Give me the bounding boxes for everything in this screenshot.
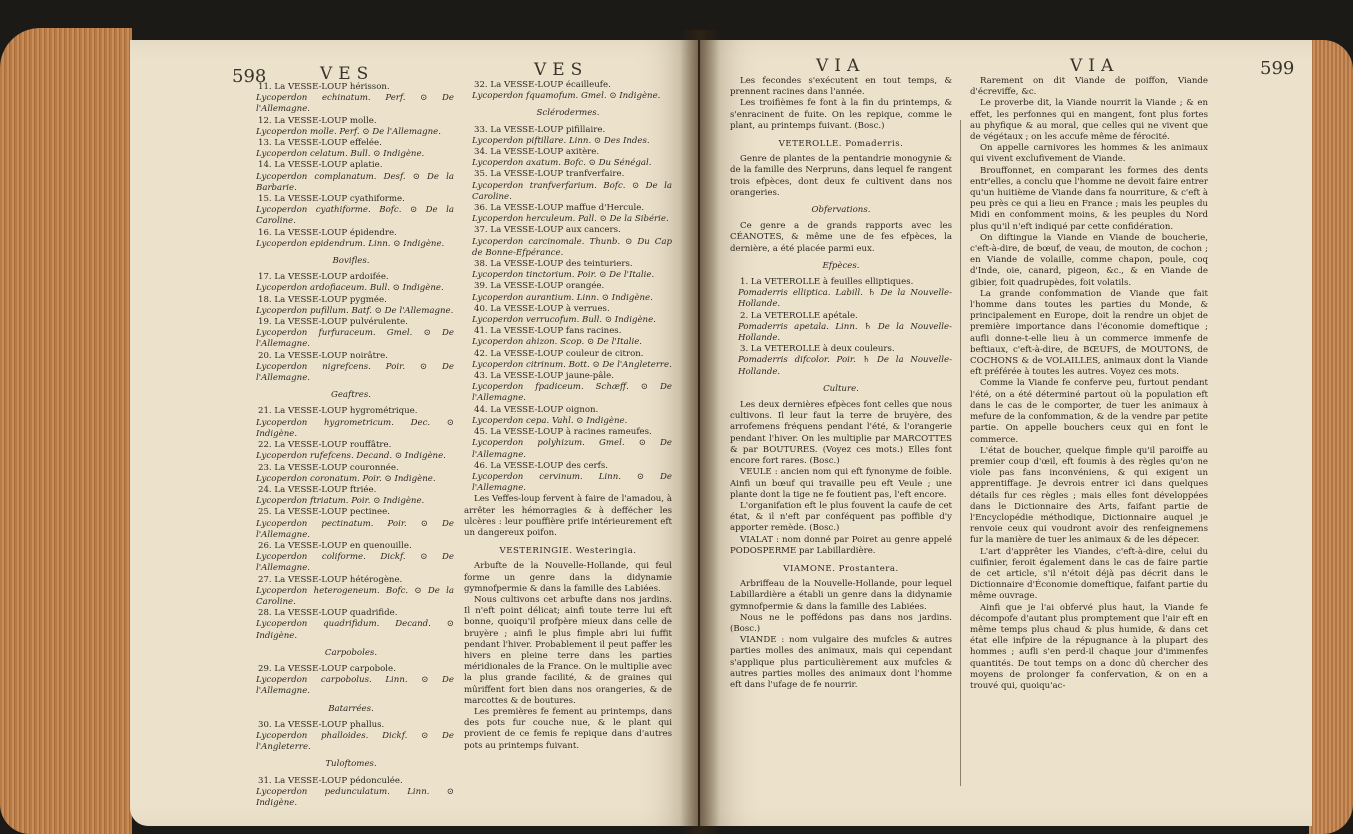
species-latin-name: Lycoperdon piftillare. Linn. ⊙ Des Indes. bbox=[472, 135, 650, 146]
paragraph: Nous cultivons cet arbufte dans nos jardins. Il n'eft point délicat; ainfi toute terre lui eft bonne, quoiqu'il profpère mieux dans celle de bruyère ; ainfi le plus fimple abri lui fuffit pendant l'hiver. Probablement il peut paffer les hivers en pleine terre dans les parties méridionales de la France. On le multiplie avec la plus grande facilité, & de graines qui mûriffent fort bien dans nos orangeries, & de marcottes & de boutures. bbox=[464, 594, 672, 706]
species-latin-name: Pomaderris difcolor. Poir. ♄ De la Nouvelle-Hollande. bbox=[738, 355, 952, 377]
species-entry: 20. La VESSE-LOUP noirâtre. bbox=[258, 350, 388, 361]
book-gutter bbox=[680, 30, 720, 834]
paragraph: L'art d'apprêter les Viandes, c'eft-à-dire, celui du cuifinier, feroit également dans le cas de faire partie de cet article, s'il n'étoit déjà pas décrit dans le Dictionnaire d'Économie domeftique, faifant partie du même ouvrage. bbox=[970, 546, 1208, 602]
species-entry: 27. La VESSE-LOUP hétérogène. bbox=[258, 574, 403, 585]
species-entry: 29. La VESSE-LOUP carpobole. bbox=[258, 663, 396, 674]
running-head-left-2: VES bbox=[534, 60, 589, 80]
paragraph: La grande confommation de Viande que fait l'homme dans toutes les parties du Monde, & principalement en Europe, doit la rendre un objet de première importance dans l'économie domeftique ; aufli donne-t-elle lieu à un commerce immenfe de beftiaux, c'eft-à-dire, de BŒUFS, de MOUTONS, de COCHONS & de VOLAILLES, animaux dont la Viande eft préférée à toutes les autres. Voyez ces mots. bbox=[970, 288, 1208, 378]
species-latin-name: Lycoperdon quadrifidum. Decand. ⊙ Indigène. bbox=[256, 619, 454, 641]
species-entry: 3. La VETEROLLE à deux couleurs. bbox=[740, 344, 895, 355]
right-page bbox=[700, 40, 1312, 826]
paragraph: Les premières fe fement au printemps, dans des pots fur couche nue, & le plant qui provient de ce femis fe repique dans d'autres pots au printemps fuivant. bbox=[464, 706, 672, 751]
paragraph: VIANDE : nom vulgaire des mufcles & autres parties molles des animaux, mais qui cependant s'applique plus particulièrement aux mufcles & autres parties molles des animaux dont l'homme eft dans l'ufage de fe nourrir. bbox=[730, 635, 952, 690]
paragraph: On diftingue la Viande en Viande de boucherie, c'eft-à-dire, de bœuf, de veau, de mouton, de cochon ; en Viande de volaille, comme chapon, poule, coq d'Inde, oie, canard, pigeon, &c., & en Viande de gibier, foit quadrupèdes, foit volatils. bbox=[970, 232, 1208, 288]
paragraph: Les fecondes s'exécutent en tout temps, & prennent racines dans l'année. bbox=[730, 76, 952, 98]
species-latin-name: Lycoperdon carpobolus. Linn. ⊙ De l'Allemagne. bbox=[256, 675, 454, 697]
page-number-left: 598 bbox=[232, 66, 267, 87]
paragraph: VIALAT : nom donné par Poiret au genre appelé PODOSPERME par Labillardière. bbox=[730, 534, 952, 556]
page-number-right: 599 bbox=[1260, 58, 1295, 79]
species-entry: 34. La VESSE-LOUP axitère. bbox=[474, 147, 600, 158]
book-edge-left bbox=[0, 28, 132, 834]
species-latin-name: Lycoperdon molle. Perf. ⊙ De l'Allemagne. bbox=[256, 126, 441, 137]
species-latin-name: Lycoperdon axatum. Bofc. ⊙ Du Sénégal. bbox=[472, 158, 652, 169]
paragraph: Ce genre a de grands rapports avec les CÉANOTES, & même une de fes efpèces, la dernière, a été placée parmi eux. bbox=[730, 221, 952, 254]
species-latin-name: Lycoperdon tinctorium. Poir. ⊙ De l'Italie. bbox=[472, 270, 655, 281]
section-heading: Carpoboles. bbox=[324, 647, 378, 658]
paragraph: Les Veffes-loup fervent à faire de l'amadou, à arrêter les hémorragies & à deffécher les ulcères : leur pouffière prife intérieurement eft un dangereux poifon. bbox=[464, 494, 672, 538]
species-latin-name: Lycoperdon carcinomale. Thunb. ⊙ Du Cap de Bonne-Efpérance. bbox=[472, 236, 672, 258]
paragraph: Ainfi que je l'ai obfervé plus haut, la Viande fe décompofe d'autant plus promptement que l'air eft en même temps plus chaud & plus humide, & dans cet état elle infpire de la répugnance à la plupart des hommes ; aufli s'en perd-il chaque jour d'immenfes quantités. De tout temps on a donc dû chercher des moyens de prolonger fa confervation, & on en a trouvé qui, quoiqu'ac- bbox=[970, 602, 1208, 691]
running-head-left: VES bbox=[320, 64, 375, 84]
species-entry: 38. La VESSE-LOUP des teinturiers. bbox=[474, 259, 633, 270]
section-heading: Tuloftomes. bbox=[325, 759, 377, 770]
paragraph: Les troifièmes fe font à la fin du printemps, & s'enracinent de fuite. On les repique, comme le plant, au printemps fuivant. (Bosc.) bbox=[730, 98, 952, 131]
left-page bbox=[130, 40, 698, 826]
paragraph: Les deux dernières efpèces font celles que nous cultivons. Il leur faut la terre de bruyère, des arrofemens fréquens pendant l'été, & l'orangerie pendant l'hiver. On les multiplie par MARCOTTES & par BOUTURES. (Voyez ces mots.) Elles font encore fort rares. (Bosc.) bbox=[730, 400, 952, 467]
paragraph: Le proverbe dit, la Viande nourrit la Viande ; & en effet, les perfonnes qui en mangent, font plus fortes au phyfique & au moral, que celles qui ne vivent que de végétaux ; on les accufe même de férocité. bbox=[970, 98, 1208, 143]
paragraph: L'organifation eft le plus fouvent la caufe de cet état, & il n'eft par conféquent pas poffible d'y apporter remède. (Bosc.) bbox=[730, 500, 952, 534]
species-entry: 37. La VESSE-LOUP aux cancers. bbox=[474, 225, 621, 236]
species-latin-name: Lycoperdon coliforme. Dickf. ⊙ De l'Allemagne. bbox=[256, 552, 454, 574]
species-entry: 26. La VESSE-LOUP en quenouille. bbox=[258, 540, 412, 551]
species-entry: 33. La VESSE-LOUP pifillaire. bbox=[474, 124, 606, 135]
right-column-2 bbox=[970, 76, 1208, 692]
species-entry: 30. La VESSE-LOUP phallus. bbox=[258, 719, 385, 730]
paragraph: Arbufte de la Nouvelle-Hollande, qui feul forme un genre dans la didynamie gymnofpermie & dans la famille des Labiées. bbox=[464, 561, 672, 594]
species-latin-name: Lycoperdon tranfverfarium. Bofc. ⊙ De la Caroline. bbox=[472, 180, 672, 202]
species-latin-name: Lycoperdon herculeum. Pall. ⊙ De la Sibérie. bbox=[472, 214, 669, 225]
species-entry: 1. La VETEROLLE à feuilles elliptiques. bbox=[740, 277, 914, 288]
section-heading: Batarrées. bbox=[328, 703, 374, 714]
species-entry: 31. La VESSE-LOUP pédonculée. bbox=[258, 775, 403, 786]
entry-heading: VIAMONE. Prostantera. bbox=[783, 563, 899, 574]
species-latin-name: Lycoperdon cervinum. Linn. ⊙ De l'Allemagne. bbox=[472, 471, 672, 494]
entry-heading: VETEROLLE. Pomaderris. bbox=[778, 139, 904, 150]
species-entry: 19. La VESSE-LOUP pulvérulente. bbox=[258, 317, 408, 328]
section-heading: Geaftres. bbox=[330, 390, 372, 401]
paragraph: Genre de plantes de la pentandrie monogynie & de la famille des Nerpruns, dans lequel fe rangent trois efpèces, dont deux fe cultivent dans nos orangeries. bbox=[730, 154, 952, 198]
running-head-right-2: VIA bbox=[1070, 56, 1120, 76]
species-latin-name: Lycoperdon nigrefcens. Poir. ⊙ De l'Allemagne. bbox=[256, 361, 454, 384]
species-entry: 24. La VESSE-LOUP ftriée. bbox=[258, 484, 377, 495]
species-latin-name: Lycoperdon cepa. Vahl. ⊙ Indigène. bbox=[472, 415, 628, 426]
species-entry: 15. La VESSE-LOUP cyathiforme. bbox=[258, 194, 405, 205]
paragraph: VEULE : ancien nom qui eft fynonyme de foible. Ainfi un bœuf qui travaille peu eft Veule ; une plante dont la tige ne fe foutient pas, l'eft encore. bbox=[730, 467, 952, 500]
species-latin-name: Lycoperdon citrinum. Bott. ⊙ De l'Angleterre. bbox=[472, 359, 672, 370]
species-entry: 32. La VESSE-LOUP écailleufe. bbox=[474, 80, 611, 90]
entry-heading: VESTERINGIE. Westeringia. bbox=[499, 546, 637, 557]
species-entry: 23. La VESSE-LOUP couronnée. bbox=[258, 462, 399, 473]
species-latin-name: Lycoperdon furfuraceum. Gmel. ⊙ De l'Allemagne. bbox=[256, 328, 454, 350]
species-entry: 39. La VESSE-LOUP orangée. bbox=[474, 281, 605, 292]
species-entry: 25. La VESSE-LOUP pectinee. bbox=[258, 507, 390, 518]
section-heading: Obfervations. bbox=[811, 205, 871, 216]
right-column-1 bbox=[730, 76, 952, 691]
paragraph: Comme la Viande fe conferve peu, furtout pendant l'été, on a été déterminé partout où la population eft dans le cas de le comporter, de tuer les animaux à mefure de la confommation, & de la vendre par petite partie. On appelle bouchers ceux qui en font le commerce. bbox=[970, 378, 1208, 445]
species-latin-name: Lycoperdon pedunculatum. Linn. ⊙ Indigène. bbox=[256, 786, 454, 808]
paragraph: Brouffonnet, en comparant les formes des dents entr'elles, a conclu que l'homme ne devoit faire entrer qu'un huitième de Viande dans fa nourriture, & c'eft à peu près ce qui a lieu en France ; mais les peuples du Midi en confomment moins, & les peuples du Nord plus qu'il n'eft indiqué par cette confidération. bbox=[970, 165, 1208, 232]
species-latin-name: Lycoperdon hygrometricum. Dec. ⊙ Indigène. bbox=[256, 417, 454, 439]
species-entry: 14. La VESSE-LOUP aplatie. bbox=[258, 160, 383, 171]
book-edge-right bbox=[1309, 40, 1353, 834]
species-latin-name: Lycoperdon phalloides. Dickf. ⊙ De l'Angleterre. bbox=[256, 730, 454, 753]
species-latin-name: Lycoperdon pectinatum. Poir. ⊙ De l'Allemagne. bbox=[256, 518, 454, 540]
species-entry: 21. La VESSE-LOUP hygrométrique. bbox=[258, 406, 418, 417]
species-latin-name: Lycoperdon complanatum. Desf. ⊙ De la Barbarie. bbox=[256, 171, 454, 193]
species-latin-name: Lycoperdon rufefcens. Decand. ⊙ Indigène. bbox=[256, 451, 446, 462]
species-entry: 18. La VESSE-LOUP pygmée. bbox=[258, 294, 387, 305]
species-latin-name: Lycoperdon verrucofum. Bull. ⊙ Indigène. bbox=[472, 315, 656, 326]
left-column-1 bbox=[248, 82, 454, 809]
species-latin-name: Lycoperdon echinatum. Perf. ⊙ De l'Allemagne. bbox=[256, 93, 454, 115]
paragraph: Nous ne le poffédons pas dans nos jardins. (Bosc.) bbox=[730, 612, 952, 634]
species-latin-name: Lycoperdon epidendrum. Linn. ⊙ Indigène. bbox=[256, 238, 445, 249]
species-entry: 35. La VESSE-LOUP tranfverfaire. bbox=[474, 169, 625, 180]
species-latin-name: Lycoperdon polyhizum. Gmel. ⊙ De l'Allemagne. bbox=[472, 438, 672, 460]
paragraph: On appelle carnivores les hommes & les animaux qui vivent exclufivement de Viande. bbox=[970, 143, 1208, 165]
section-heading: Culture. bbox=[823, 383, 859, 394]
species-latin-name: Pomaderris elliptica. Labill. ♄ De la Nouvelle-Hollande. bbox=[738, 288, 952, 310]
species-latin-name: Lycoperdon pufillum. Batf. ⊙ De l'Allemagne. bbox=[256, 305, 454, 316]
species-latin-name: Lycoperdon fpadiceum. Schæff. ⊙ De l'Allemagne. bbox=[472, 382, 672, 404]
paragraph: L'état de boucher, quelque fimple qu'il paroiffe au premier coup d'œil, eft foumis à des règles qu'on ne viole pas fans inconvéniens, & qui exigent un apprentiffage. Je devrois entrer ici dans quelques détails fur ces règles ; mais elles font développées dans le Dictionnaire des Arts, faifant partie de l'Encyclopédie méthodique, Dictionnaire auquel je renvoie ceux qui voudront avoir des renfeignemens fur la manière de tuer les animaux & de les dépecer. bbox=[970, 445, 1208, 546]
species-latin-name: Lycoperdon ardofiaceum. Bull. ⊙ Indigène. bbox=[256, 283, 444, 294]
paragraph: Rarement on dit Viande de poiffon, Viande d'écreviffe, &c. bbox=[970, 76, 1208, 98]
species-latin-name: Pomaderris apetala. Linn. ♄ De la Nouvelle-Hollande. bbox=[738, 321, 952, 344]
species-latin-name: Lycoperdon ftriatum. Poir. ⊙ Indigène. bbox=[256, 496, 425, 507]
species-entry: 36. La VESSE-LOUP maffue d'Hercule. bbox=[474, 203, 645, 214]
species-entry: 22. La VESSE-LOUP rouffâtre. bbox=[258, 440, 392, 451]
species-entry: 42. La VESSE-LOUP couleur de citron. bbox=[474, 348, 644, 359]
species-entry: 45. La VESSE-LOUP à racines rameufes. bbox=[474, 427, 652, 438]
species-latin-name: Lycoperdon coronatum. Poir. ⊙ Indigène. bbox=[256, 473, 436, 484]
paragraph: Arbriffeau de la Nouvelle-Hollande, pour lequel Labillardière a établi un genre dans la didynamie gymnofpermie & dans la famille des Labiées. bbox=[730, 579, 952, 612]
species-entry: 17. La VESSE-LOUP ardoifée. bbox=[258, 272, 389, 283]
species-latin-name: Lycoperdon aurantium. Linn. ⊙ Indigène. bbox=[472, 292, 653, 303]
running-head-right: VIA bbox=[816, 56, 866, 76]
species-entry: 2. La VETEROLLE apétale. bbox=[740, 310, 858, 321]
species-entry: 13. La VESSE-LOUP effelée. bbox=[258, 138, 382, 149]
species-entry: 28. La VESSE-LOUP quadrifide. bbox=[258, 608, 398, 619]
left-column-2 bbox=[464, 80, 672, 752]
species-entry: 12. La VESSE-LOUP molle. bbox=[258, 115, 377, 126]
column-rule bbox=[960, 120, 961, 786]
species-entry: 40. La VESSE-LOUP à verrues. bbox=[474, 303, 610, 314]
species-entry: 46. La VESSE-LOUP des cerfs. bbox=[474, 460, 608, 471]
species-entry: 41. La VESSE-LOUP fans racines. bbox=[474, 326, 622, 337]
species-latin-name: Lycoperdon celatum. Bull. ⊙ Indigène. bbox=[256, 149, 425, 160]
species-entry: 44. La VESSE-LOUP oignon. bbox=[474, 404, 599, 415]
species-latin-name: Lycoperdon fquamofum. Gmel. ⊙ Indigène. bbox=[472, 91, 661, 102]
section-heading: Bovifles. bbox=[332, 256, 370, 267]
section-heading: Sclérodermes. bbox=[536, 108, 600, 119]
species-entry: 11. La VESSE-LOUP hérisson. bbox=[258, 82, 390, 92]
species-entry: 43. La VESSE-LOUP jaune-pâle. bbox=[474, 371, 614, 382]
species-latin-name: Lycoperdon cyathiforme. Bofc. ⊙ De la Caroline. bbox=[256, 205, 454, 227]
species-latin-name: Lycoperdon heterogeneum. Bofc. ⊙ De la Caroline. bbox=[256, 585, 454, 607]
species-entry: 16. La VESSE-LOUP épidendre. bbox=[258, 227, 397, 238]
section-heading: Efpèces. bbox=[822, 260, 860, 271]
species-latin-name: Lycoperdon ahizon. Scop. ⊙ De l'Italie. bbox=[472, 337, 643, 348]
